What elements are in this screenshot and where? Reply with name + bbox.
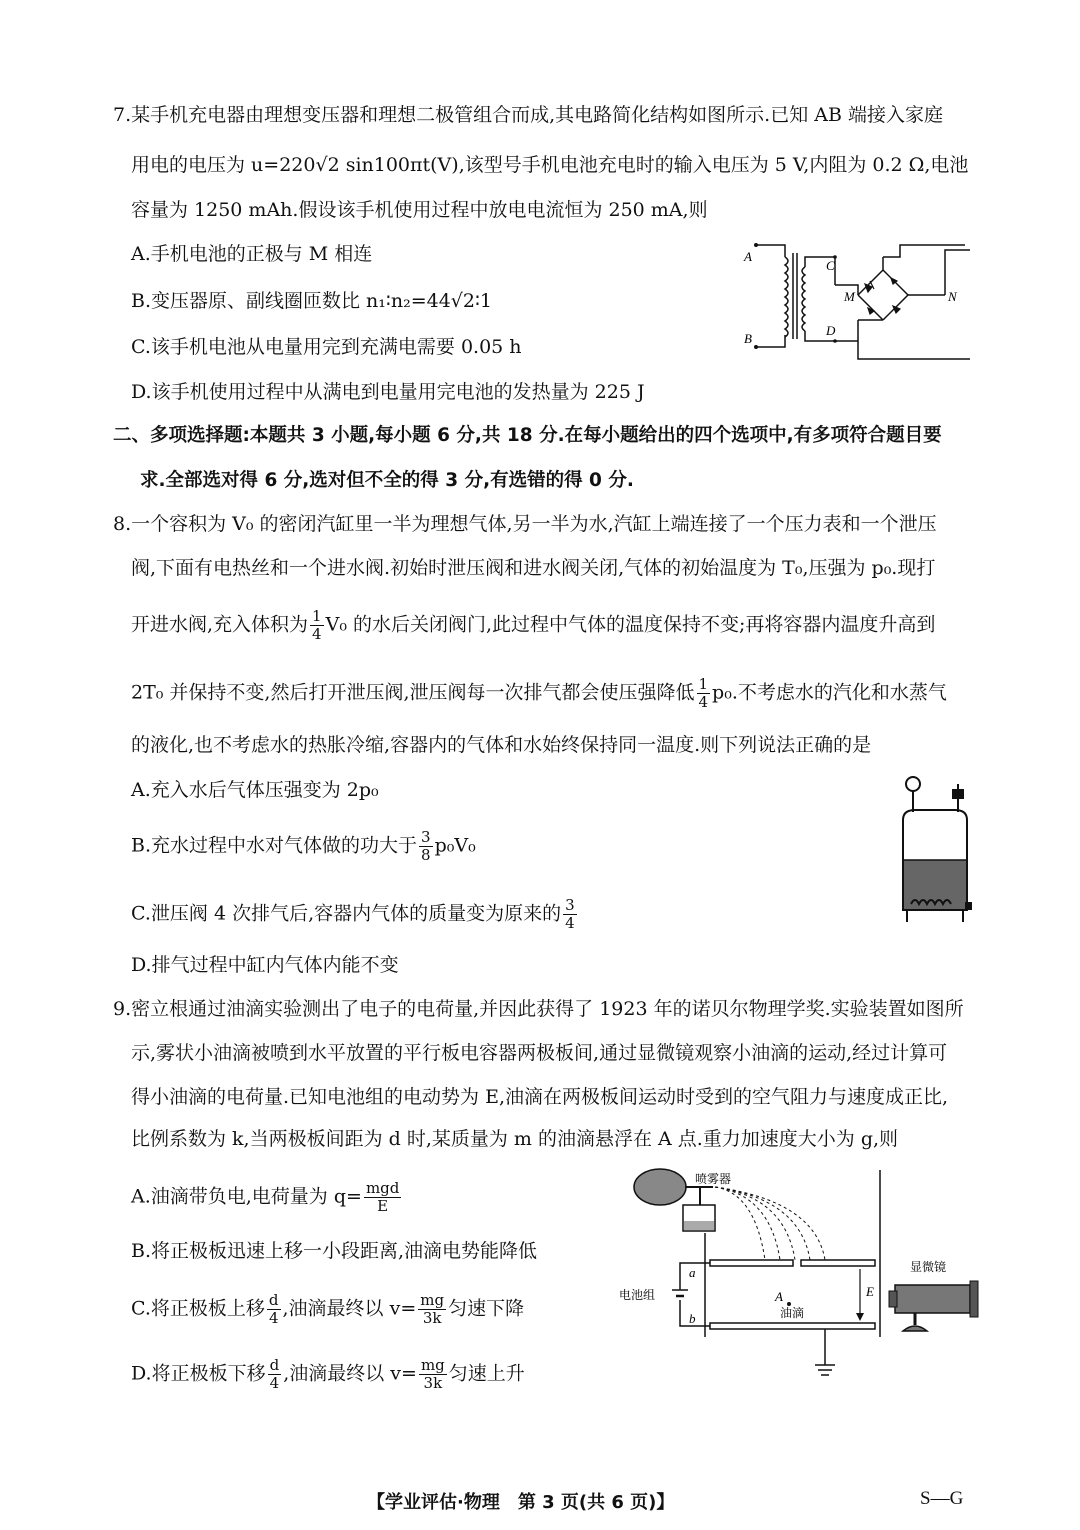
section2-title-line1: 二、多项选择题:本题共 3 小题,每小题 6 分,共 18 分.在每小题给出的四个选项中,有多项符合题目要	[113, 425, 942, 446]
q9-fraction-mgd-e: $\frac{\text{mgd}}{E}$	[365, 1179, 400, 1215]
q9-label-oil-drop: 油滴	[780, 1306, 805, 1320]
q9-stem-line1: 9.密立根通过油滴实验测出了电子的电荷量,并因此获得了 1923 年的诺贝尔物理学奖.实验装置如图所	[113, 998, 964, 1020]
q7-label-m: M	[844, 289, 855, 304]
q7-option-c: C.该手机电池从电量用完到充满电需要 0.05 h	[131, 336, 522, 358]
q8-option-b: B.充水过程中水对气体做的功大于 $\frac{3}{8}$ p₀V₀	[131, 828, 476, 864]
q8-option-c: C.泄压阀 4 次排气后,容器内气体的质量变为原来的 $\frac{3}{4}$	[131, 896, 575, 932]
q7-label-d: D	[826, 323, 836, 338]
q7-stem-line3: 容量为 1250 mAh.假设该手机使用过程中放电电流恒为 250 mA,则	[131, 199, 708, 221]
q9-stem-line3: 得小油滴的电荷量.已知电池组的电动势为 E,油滴在两极板间运动时受到的空气阻力与速度成正比,	[131, 1086, 949, 1108]
q7-option-a: A.手机电池的正极与 M 相连	[131, 243, 373, 265]
q7-label-b: B	[744, 331, 752, 346]
q8-stem-line1: 8.一个容积为 V₀ 的密闭汽缸里一半为理想气体,另一半为水,汽缸上端连接了一个压力表和一个泄压	[113, 513, 937, 535]
q9-stem-line4: 比例系数为 k,当两极板间距为 d 时,某质量为 m 的油滴悬浮在 A 点.重力加速度大小为 g,则	[131, 1128, 899, 1150]
q9-option-b: B.将正极板迅速上移一小段距离,油滴电势能降低	[131, 1240, 538, 1262]
q8-fraction-3-4: $\frac{3}{4}$	[565, 896, 575, 932]
q9-label-microscope: 显微镜	[910, 1260, 947, 1274]
q9-millikan-figure	[615, 1165, 990, 1390]
q8-option-a: A.充入水后气体压强变为 2p₀	[131, 779, 379, 801]
q9-label-battery: 电池组	[619, 1288, 656, 1302]
q9-label-e: E	[866, 1284, 874, 1299]
q8-stem-line2: 阀,下面有电热丝和一个进水阀.初始时泄压阀和进水阀关闭,气体的初始温度为 T₀,压强为 p₀.现打	[131, 557, 936, 579]
q9-label-point-a: A	[775, 1289, 783, 1304]
q7-stem-line1: 7.某手机充电器由理想变压器和理想二极管组合而成,其电路简化结构如图所示.已知 AB 端接入家庭	[113, 104, 943, 126]
q8-fraction-1-4: $\frac{1}{4}$	[312, 607, 322, 643]
q9-option-a: A.油滴带负电,电荷量为 q= $\frac{\text{mgd}}{E}$	[131, 1179, 400, 1215]
q7-label-c: C	[826, 258, 835, 273]
q7-stem-line2: 用电的电压为 u=220√2 sin100πt(V),该型号手机电池充电时的输入电压为 5 V,内阻为 0.2 Ω,电池	[131, 154, 969, 176]
q9-stem-line2: 示,雾状小油滴被喷到水平放置的平行板电容器两极板间,通过显微镜观察小油滴的运动,经过计算可	[131, 1042, 948, 1064]
q7-circuit-figure	[740, 235, 975, 365]
q9-label-b: b	[689, 1311, 696, 1326]
q8-stem-line5: 的液化,也不考虑水的热胀冷缩,容器内的气体和水始终保持同一温度.则下列说法正确的是	[131, 734, 872, 756]
q8-stem-line4: 2T₀ 并保持不变,然后打开泄压阀,泄压阀每一次排气都会使压强降低 $\frac{1}{4}$ p₀.不考虑水的汽化和水蒸气	[131, 675, 947, 711]
q7-label-a: A	[744, 249, 752, 264]
page-code: S—G	[920, 1488, 964, 1509]
q9-option-d: D.将正极板下移 $\frac{d}{4}$ ,油滴最终以 v= $\frac{mg}{3k}$ 匀速上升	[131, 1356, 525, 1392]
q7-option-d: D.该手机使用过程中从满电到电量用完电池的发热量为 225 J	[131, 381, 645, 403]
q7-option-b: B.变压器原、副线圈匝数比 n₁∶n₂=44√2∶1	[131, 290, 493, 312]
q8-fraction-1-4-b: $\frac{1}{4}$	[698, 675, 709, 711]
q9-label-a: a	[689, 1265, 696, 1280]
q9-label-sprayer: 喷雾器	[695, 1172, 732, 1186]
q8-stem-line3: 开进水阀,充入体积为 $\frac{1}{4}$ V₀ 的水后关闭阀门,此过程中气体的温度保持不变;再将容器内温度升高到	[131, 607, 936, 643]
page-footer: 【学业评估·物理 第 3 页(共 6 页)】	[367, 1492, 675, 1513]
q8-option-d: D.排气过程中缸内气体内能不变	[131, 954, 399, 976]
q7-label-n: N	[948, 289, 957, 304]
q8-fraction-3-8: $\frac{3}{8}$	[421, 828, 431, 864]
section2-title-line2: 求.全部选对得 6 分,选对但不全的得 3 分,有选错的得 0 分.	[140, 470, 634, 491]
q9-option-c: C.将正极板上移 $\frac{d}{4}$ ,油滴最终以 v= $\frac{mg}{3k}$ 匀速下降	[131, 1291, 525, 1327]
q8-cylinder-figure	[893, 770, 973, 930]
